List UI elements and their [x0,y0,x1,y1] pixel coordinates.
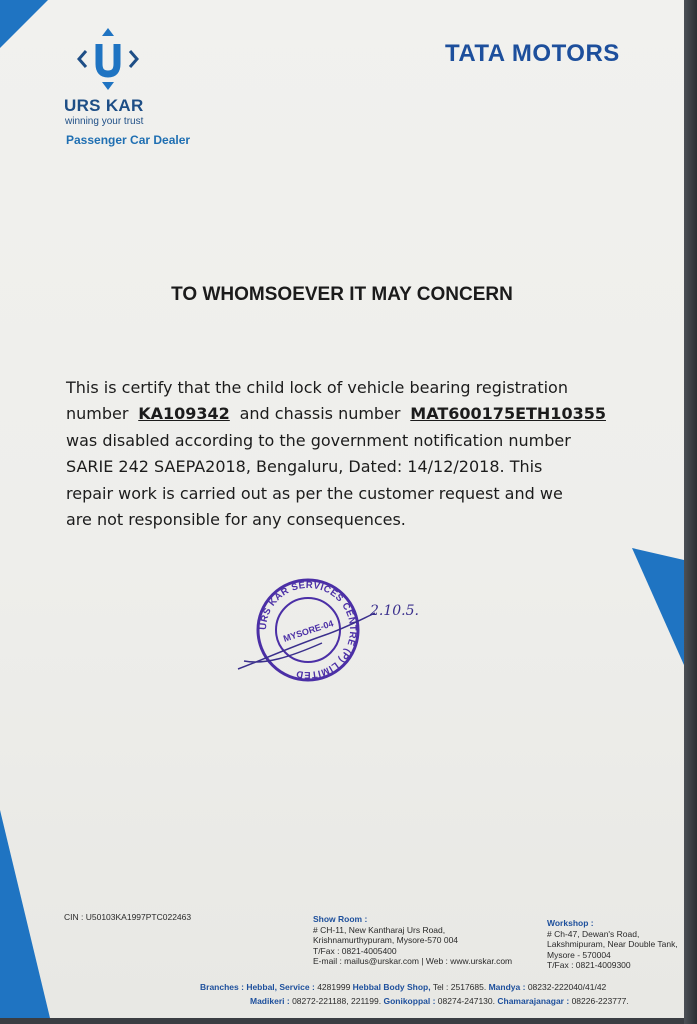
dealer-label: Passenger Car Dealer [66,133,191,147]
body-line-2 [66,401,606,427]
branches-list [200,980,629,1008]
corner-accent-right [620,540,684,670]
company-stamp [230,565,460,695]
body-line-6: are not responsible for any consequences. [66,510,406,530]
branch-bodyshop-label: Hebbal Body Shop, [352,982,431,992]
showroom-line: E-mail : mailus@urskar.com | Web : www.urskar.com [313,956,513,966]
workshop-heading: Workshop : [547,918,594,928]
branches-row-1 [200,980,629,994]
workshop-address [547,918,678,971]
branches-label: Branches : [200,982,244,992]
brand-tagline: winning your trust [65,116,144,127]
workshop-line: T/Fax : 0821-4009300 [547,960,631,970]
branch-hebbal-value: 4281999 [317,982,351,992]
showroom-line: T/Fax : 0821-4005400 [313,945,397,956]
letter-body [66,375,606,533]
body-line-2-prefix: number [66,404,129,424]
showroom-line: Krishnamurthypuram, Mysore-570 004 [313,935,459,945]
stamp-inner-text: MYSORE-04 [282,618,335,644]
branch-madikeri-value: 08272-221188, 221199. [292,996,382,1006]
stamp-outer-text: URS KAR SERVICES CENTRE (P) LIMITED [257,579,359,681]
branch-gonikoppal-label: Gonikoppal : [383,996,436,1006]
body-line-2-middle: and chassis number [239,404,401,424]
corner-accent-top-left [0,0,60,60]
chassis-number: MAT600175ETH10355 [410,404,606,424]
showroom-line: # CH-11, New Kantharaj Urs Road, [313,924,446,935]
branch-chamarajanagar-label: Chamarajanagar : [497,996,570,1006]
letter-title: TO WHOMSOEVER IT MAY CONCERN [171,284,513,305]
branch-madikeri-label: Madikeri : [250,996,290,1006]
body-line-5: repair work is carried out as per the customer request and we [66,483,563,503]
showroom-heading: Show Room : [313,914,368,924]
signature-date: 2.10.5. [370,603,419,619]
urs-kar-u-icon [68,24,148,96]
showroom-address [313,914,512,967]
body-line-4: SARIE 242 SAEPA2018, Bengaluru, Dated: 14/12/2018. This [66,457,543,477]
registration-number: KA109342 [138,404,230,424]
branches-row-2 [200,994,629,1008]
body-line-1: This is certify that the child lock of vehicle bearing registration [66,378,568,397]
workshop-line: Mysore - 570004 [547,949,611,960]
workshop-line: Lakshmipuram, Near Double Tank, [547,939,678,949]
branch-mandya-value: 08232-222040/41/42 [527,982,607,992]
body-line-3: was disabled according to the government notification number [66,430,571,450]
workshop-line: # Ch-47, Dewan's Road, [547,928,640,939]
brand-name: URS KAR [64,96,144,115]
cin-number: CIN : U50103KA1997PTC022463 [64,912,192,922]
branch-bodyshop-value: Tel : 2517685. [432,982,487,992]
tata-motors-logo: TATA MOTORS [445,40,620,67]
branch-gonikoppal-value: 08274-247130. [437,996,495,1006]
desk-edge [684,0,697,1024]
branch-chamarajanagar-value: 08226-223777. [571,996,629,1006]
branch-hebbal-label: Hebbal, Service : [246,982,315,992]
branch-mandya-label: Mandya : [488,982,526,992]
corner-accent-bottom-left [0,810,60,1018]
